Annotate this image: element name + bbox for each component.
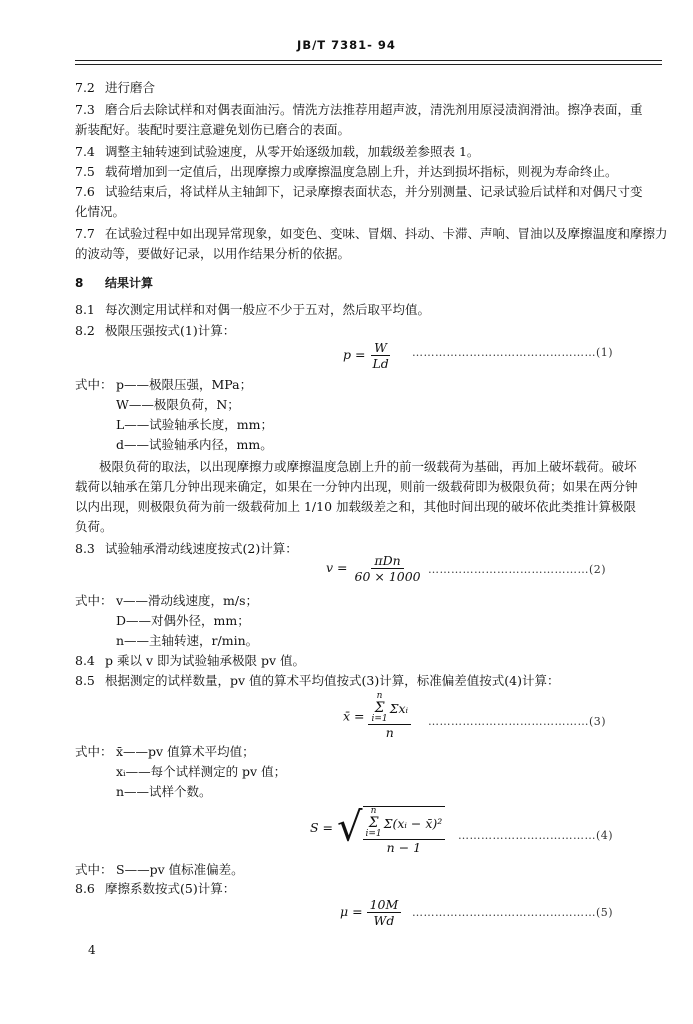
clause-number: 7.3: [75, 102, 95, 117]
clause-number: 7.6: [75, 184, 95, 199]
clause-number: 8.4: [75, 653, 95, 668]
where-label-8-2: 式中：: [75, 377, 113, 392]
section-number: 8: [75, 276, 84, 290]
clause-number: 8.6: [75, 881, 95, 896]
sigma-icon: Σ: [368, 815, 379, 831]
formula-lhs: p =: [343, 347, 366, 362]
clause-7-6: [75, 184, 643, 200]
equation-leader: …………………………………………(1): [412, 346, 614, 359]
definition-xbar: x̄——pv 值算术平均值；: [116, 744, 255, 759]
clause-number: 7.7: [75, 226, 95, 241]
radicand: [363, 806, 446, 855]
clause-8-5: [75, 673, 559, 689]
fraction: [369, 340, 391, 371]
standard-code-header: JB/T 7381- 94: [297, 38, 396, 52]
clause-8-6: [75, 881, 235, 897]
definition-p: p——极限压强，MPa；: [116, 377, 253, 392]
page-number: 4: [88, 943, 96, 957]
sum-upper: n: [370, 806, 377, 816]
clause-7-4: [75, 144, 479, 160]
formula-5: [340, 897, 401, 928]
clause-text: 载荷增加到一定值后，出现摩擦力或摩擦温度急剧上升，并达到损坏指标，则视为寿命终止。: [105, 164, 618, 179]
definition-d: d——试验轴承内径，mm。: [116, 437, 273, 452]
formula-lhs: μ =: [340, 904, 363, 919]
numerator: [363, 807, 446, 840]
numerator: [368, 692, 411, 725]
numerator: W: [371, 340, 390, 356]
definition-xi: xᵢ——每个试样测定的 pv 值；: [116, 764, 287, 779]
equation-number: (1): [596, 346, 614, 359]
equation-number: (4): [596, 829, 614, 842]
clause-number: 8.2: [75, 323, 95, 338]
formula-lhs: v =: [326, 560, 348, 575]
denominator: n: [385, 725, 394, 740]
where-label-8-3: 式中：: [75, 593, 113, 608]
definition-S: S——pv 值标准偏差。: [116, 862, 244, 877]
definition-L: L——试验轴承长度，mm；: [116, 417, 274, 432]
where-label-8-5b: 式中：: [75, 862, 113, 877]
equation-leader: ……………………………………(3): [428, 715, 607, 728]
denominator: Wd: [373, 913, 395, 928]
sigma-icon: Σ: [374, 700, 385, 716]
sum-lower: i=1: [365, 829, 382, 839]
numerator: 10M: [367, 897, 402, 913]
fraction: [352, 553, 424, 584]
definition-D: D——对偶外径，mm；: [116, 613, 250, 628]
clause-number: 7.2: [75, 80, 95, 95]
definition-v: v——滑动线速度，m/s；: [116, 593, 259, 608]
paragraph-line: 以内出现，则极限负荷为前一级载荷加上 1/10 加载级差之和，其他时间出现的破坏依此类推计算极限: [75, 499, 637, 514]
clause-text-line1: 磨合后去除试样和对偶表面油污。情洗方法推荐用超声波，清洗剂用原浸渍润滑油。擦净表面，重: [105, 102, 643, 117]
sum-lower: i=1: [371, 714, 388, 724]
clause-text: 调整主轴转速到试验速度，从零开始逐级加载，加载级差参照表 1。: [105, 144, 480, 159]
equation-number: (3): [589, 715, 607, 728]
definition-n-count: n——试样个数。: [116, 784, 212, 799]
clause-number: 8.5: [75, 673, 95, 688]
header-rule: [75, 60, 662, 61]
clause-number: 8.3: [75, 541, 95, 556]
clause-number: 8.1: [75, 302, 95, 317]
equation-leader: …………………………………………(5): [412, 906, 614, 919]
clause-7-7-cont: 的波动等，要做好记录，以用作结果分析的依据。: [75, 246, 351, 261]
sqrt-icon: √: [337, 804, 363, 851]
clause-8-4: [75, 653, 305, 669]
clause-text: 摩擦系数按式(5)计算：: [105, 881, 236, 896]
denominator: Ld: [372, 356, 389, 371]
section-title: 结果计算: [105, 276, 154, 290]
clause-text: 每次测定用试样和对偶一般应不少于五对，然后取平均值。: [105, 302, 431, 317]
definition-n: n——主轴转速，r/min。: [116, 633, 259, 648]
clause-7-2: [75, 80, 155, 96]
clause-text: 根据测定的试样数量，pv 值的算术平均值按式(3)计算，标准偏差值按式(4)计算：: [105, 673, 560, 688]
denominator: n − 1: [386, 840, 422, 855]
summation: [366, 807, 382, 839]
clause-text: p 乘以 v 即为试验轴承极限 pv 值。: [105, 653, 305, 668]
sum-upper: n: [376, 691, 383, 701]
clause-7-3: [75, 102, 643, 118]
numerator: πDn: [371, 553, 403, 569]
fraction: [363, 807, 446, 855]
clause-7-7: [75, 226, 668, 242]
clause-number: 7.4: [75, 144, 95, 159]
header-rule-2: [75, 64, 662, 65]
clause-7-6-cont: 化情况。: [75, 204, 126, 219]
definition-W: W——极限负荷，N；: [116, 397, 240, 412]
formula-lhs: x̄ =: [343, 708, 365, 724]
summation: [371, 692, 387, 724]
clause-7-3-cont: 新装配好。装配时要注意避免划伤已磨合的表面。: [75, 122, 351, 137]
equation-leader: ……………………………………(2): [428, 563, 607, 576]
paragraph-line: 极限负荷的取法，以出现摩擦力或摩擦温度急剧上升的前一级载荷为基础，再加上破坏载荷。破坏: [99, 459, 637, 474]
equation-leader: ………………………………(4): [458, 829, 614, 842]
clause-8-3: [75, 541, 298, 557]
sum-term: Σ(xᵢ − x̄)²: [383, 815, 443, 831]
section-8-heading: [75, 275, 153, 291]
where-label-8-5: 式中：: [75, 744, 113, 759]
sum-term: Σxᵢ: [389, 700, 409, 716]
clause-8-2: [75, 323, 235, 339]
formula-2: [326, 553, 424, 584]
formula-3: [343, 692, 411, 740]
denominator: 60 × 1000: [354, 569, 421, 584]
formula-4: [310, 800, 445, 855]
equation-number: (2): [589, 563, 607, 576]
clause-8-1: [75, 302, 430, 318]
clause-text: 进行磨合: [105, 80, 156, 95]
fraction: [367, 897, 402, 928]
clause-number: 7.5: [75, 164, 95, 179]
formula-1: [343, 340, 392, 371]
equation-number: (5): [596, 906, 614, 919]
clause-text-line1: 在试验过程中如出现异常现象，如变色、变味、冒烟、抖动、卡滞、声响、冒油以及摩擦温度和摩擦力: [105, 226, 668, 241]
paragraph-line: 负荷。: [75, 519, 113, 534]
clause-7-5: [75, 164, 618, 180]
clause-text-line1: 试验结束后，将试样从主轴卸下，记录摩擦表面状态，并分别测量、记录试验后试样和对偶尺寸变: [105, 184, 643, 199]
paragraph-line: 载荷以轴承在第几分钟出现来确定，如果在一分钟内出现，则前一级载荷即为极限负荷；如果在两分钟: [75, 479, 638, 494]
clause-text: 极限压强按式(1)计算：: [105, 323, 236, 338]
formula-lhs: S =: [310, 820, 334, 835]
fraction: [368, 692, 411, 740]
clause-text: 试验轴承滑动线速度按式(2)计算：: [105, 541, 298, 556]
